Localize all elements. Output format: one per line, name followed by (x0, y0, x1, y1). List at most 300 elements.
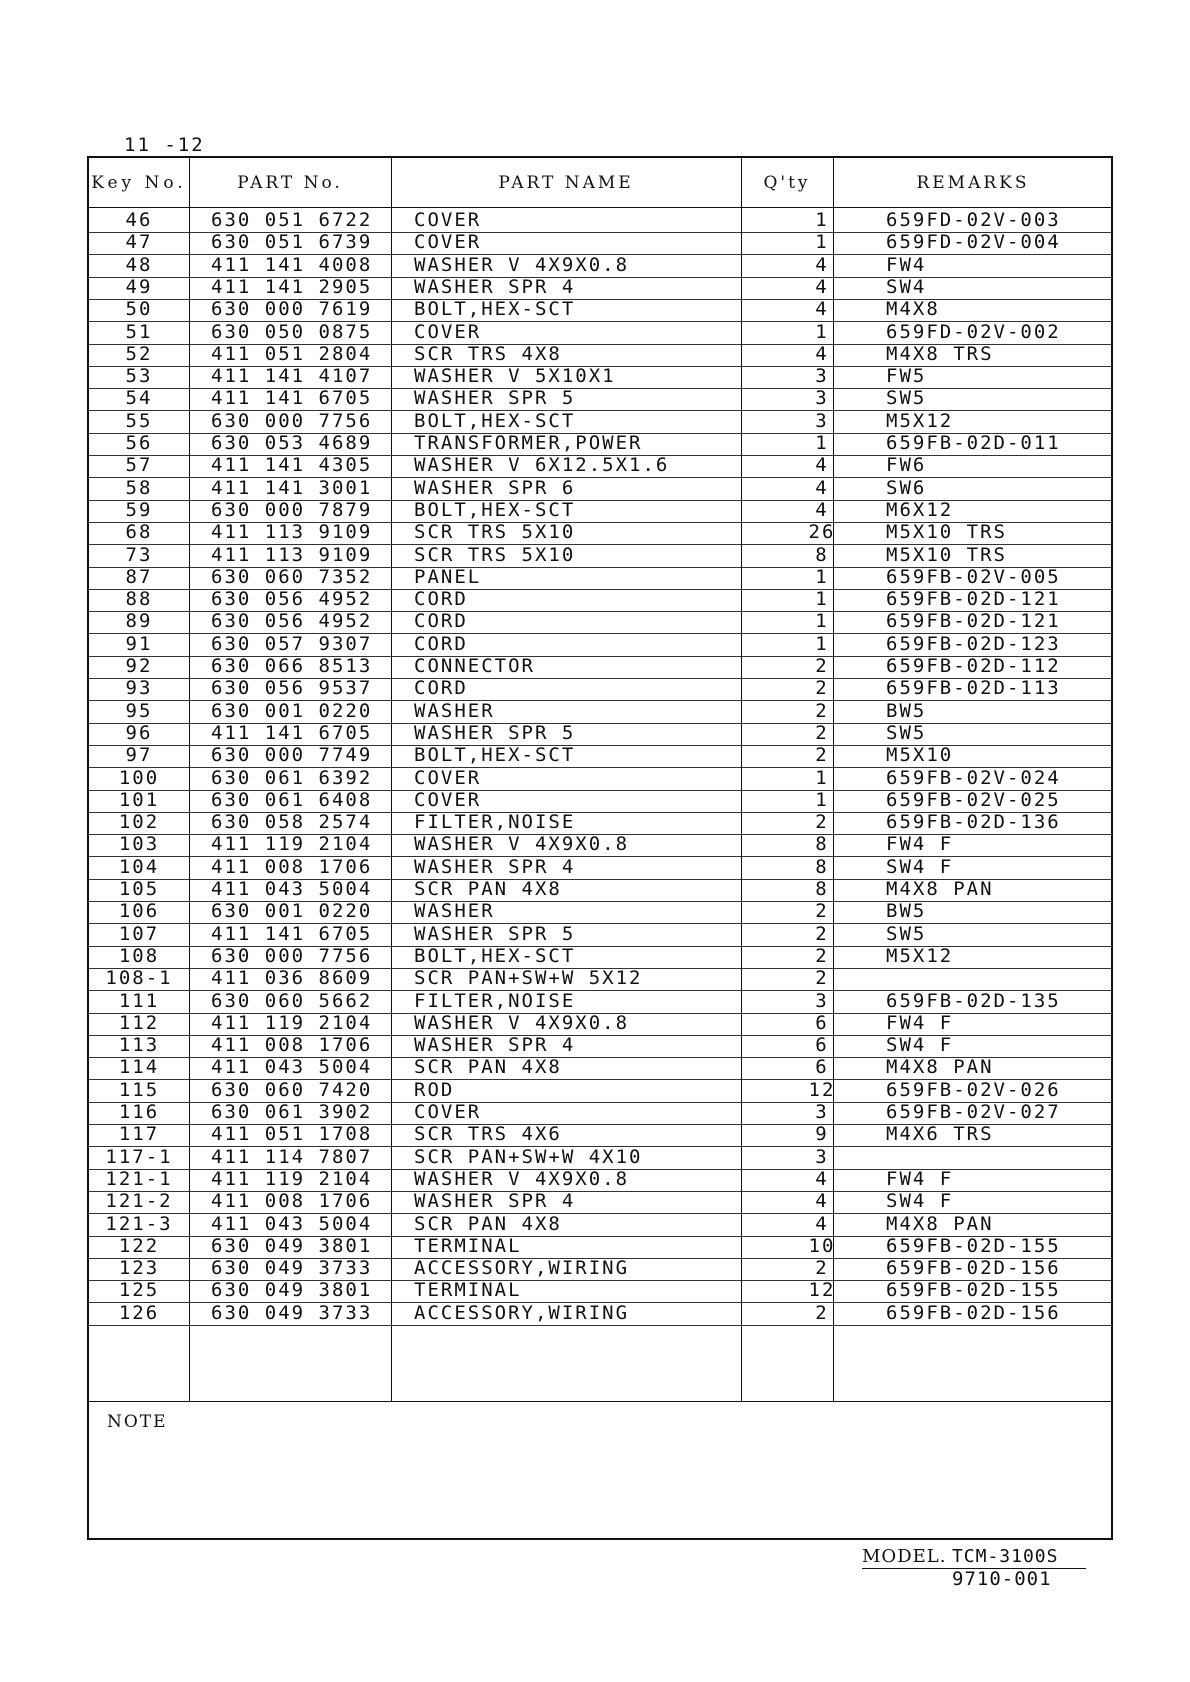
remarks-cell: M5X10 TRS (886, 543, 1007, 566)
part-no-cell: 630 000 7619 (211, 298, 373, 321)
table-row (89, 453, 1111, 478)
document-code: 9710-001 (952, 1568, 1052, 1590)
qty-cell: 1 (815, 610, 829, 633)
qty-cell: 2 (815, 744, 829, 767)
part-name-cell: SCR PAN+SW+W 4X10 (414, 1145, 643, 1168)
header-key-no: Key No. (91, 173, 187, 193)
remarks-cell: 659FD-02V-003 (886, 209, 1061, 231)
key-no-cell: 49 (125, 275, 153, 298)
remarks-cell: 659FB-02D-121 (886, 610, 1061, 633)
key-no-cell: 52 (125, 342, 153, 365)
key-no-cell: 111 (118, 989, 160, 1012)
remarks-cell: BW5 (886, 900, 927, 923)
qty-cell: 4 (815, 1190, 829, 1213)
part-name-cell: WASHER V 5X10X1 (414, 365, 616, 388)
remarks-cell: M5X10 TRS (886, 521, 1007, 544)
part-no-cell: 630 000 7756 (211, 944, 373, 967)
remarks-cell: 659FB-02D-011 (886, 432, 1061, 454)
part-name-cell: WASHER SPR 4 (414, 855, 576, 878)
qty-cell: 2 (815, 811, 829, 834)
remarks-cell: 659FB-02V-025 (886, 788, 1061, 811)
qty-cell: 8 (815, 833, 829, 856)
part-name-cell: COVER (414, 209, 482, 231)
qty-cell: 12 (808, 1078, 836, 1101)
table-row (89, 386, 1111, 411)
key-no-cell: 46 (125, 209, 153, 231)
header-part-no: PART No. (237, 173, 343, 193)
remarks-cell: M5X12 (886, 944, 954, 967)
table-row (89, 855, 1111, 880)
part-no-cell: 411 008 1706 (211, 1190, 373, 1213)
remarks-cell: M4X8 PAN (886, 878, 994, 900)
qty-cell: 8 (815, 543, 829, 566)
table-row (89, 944, 1111, 969)
part-no-cell: 411 008 1706 (211, 1034, 373, 1057)
part-no-cell: 411 114 7807 (211, 1145, 373, 1168)
part-no-cell: 630 057 9307 (211, 632, 373, 655)
part-name-cell: CORD (414, 632, 468, 655)
part-no-cell: 411 141 2905 (211, 275, 373, 298)
header-qty: Q'ty (763, 173, 811, 193)
part-name-cell: SCR TRS 4X6 (414, 1123, 562, 1146)
table-row (89, 1078, 1111, 1103)
qty-cell: 2 (815, 655, 829, 677)
part-no-cell: 411 036 8609 (211, 967, 373, 990)
part-no-cell: 630 049 3801 (211, 1279, 373, 1302)
part-no-cell: 630 056 4952 (211, 588, 373, 611)
key-no-cell: 53 (125, 365, 153, 388)
part-name-cell: ROD (414, 1078, 455, 1101)
table-row (89, 364, 1111, 389)
remarks-cell (886, 1145, 1106, 1169)
note-label: NOTE (107, 1412, 168, 1432)
table-row (89, 810, 1111, 835)
remarks-cell: 659FB-02D-121 (886, 588, 1061, 611)
qty-cell: 3 (815, 1145, 829, 1168)
table-row (89, 699, 1111, 724)
table-row (89, 409, 1111, 434)
part-no-cell: 411 141 6705 (211, 387, 373, 410)
part-name-cell: CORD (414, 588, 468, 611)
part-name-cell: WASHER (414, 900, 495, 923)
table-row (89, 476, 1111, 501)
remarks-cell: SW5 (886, 721, 927, 744)
qty-cell: 3 (815, 989, 829, 1012)
part-no-cell: 411 141 6705 (211, 922, 373, 945)
key-no-cell: 96 (125, 721, 153, 744)
part-no-cell: 630 051 6739 (211, 231, 373, 254)
remarks-cell: 659FB-02D-123 (886, 632, 1061, 655)
remarks-cell: FW4 (886, 253, 927, 276)
part-no-cell: 630 049 3733 (211, 1257, 373, 1280)
part-name-cell: BOLT,HEX-SCT (414, 409, 576, 432)
qty-cell: 9 (815, 1123, 829, 1146)
table-row (89, 1167, 1111, 1192)
qty-cell: 2 (815, 944, 829, 967)
remarks-cell: M5X12 (886, 409, 954, 432)
table-row (89, 1055, 1111, 1080)
key-no-cell: 115 (118, 1078, 160, 1101)
part-no-cell: 630 049 3801 (211, 1234, 373, 1257)
table-row (89, 899, 1111, 924)
key-no-cell: 47 (125, 231, 153, 254)
qty-cell: 1 (815, 588, 829, 611)
table-row (89, 230, 1111, 255)
qty-cell: 12 (808, 1279, 836, 1302)
qty-cell: 4 (815, 298, 829, 321)
key-no-cell: 89 (125, 610, 153, 633)
part-name-cell: PANEL (414, 565, 482, 588)
key-no-cell: 117-1 (105, 1145, 173, 1168)
key-no-cell: 56 (125, 432, 153, 454)
key-no-cell: 121-1 (105, 1167, 173, 1190)
qty-cell: 3 (815, 387, 829, 410)
table-row (89, 966, 1111, 991)
qty-cell: 8 (815, 855, 829, 878)
qty-cell: 1 (815, 632, 829, 655)
part-no-cell: 411 113 9109 (211, 543, 373, 566)
part-no-cell: 630 000 7749 (211, 744, 373, 767)
table-row (89, 654, 1111, 679)
qty-cell: 1 (815, 788, 829, 811)
page-number: 11 -12 (124, 134, 205, 156)
qty-cell: 1 (815, 432, 829, 454)
table-row (89, 766, 1111, 791)
table-row (89, 1278, 1111, 1303)
part-name-cell: TRANSFORMER,POWER (414, 432, 643, 454)
remarks-cell: FW4 F (886, 1011, 954, 1034)
key-no-cell: 57 (125, 454, 153, 477)
key-no-cell: 125 (118, 1279, 160, 1302)
key-no-cell: 87 (125, 565, 153, 588)
key-no-cell: 106 (118, 900, 160, 923)
remarks-cell: 659FB-02D-156 (886, 1257, 1061, 1280)
remarks-cell: 659FB-02D-135 (886, 989, 1061, 1012)
qty-cell: 4 (815, 454, 829, 477)
key-no-cell: 58 (125, 476, 153, 499)
key-no-cell: 108 (118, 944, 160, 967)
part-no-cell: 411 141 4008 (211, 253, 373, 276)
part-name-cell: SCR PAN 4X8 (414, 1212, 562, 1235)
qty-cell: 4 (815, 275, 829, 298)
remarks-cell: FW4 F (886, 1167, 954, 1190)
part-no-cell: 630 066 8513 (211, 655, 373, 677)
remarks-cell: M4X8 PAN (886, 1212, 994, 1235)
part-name-cell: COVER (414, 766, 482, 789)
key-no-cell: 112 (118, 1011, 160, 1034)
part-name-cell: WASHER SPR 5 (414, 721, 576, 744)
key-no-cell: 107 (118, 922, 160, 945)
part-name-cell: SCR PAN 4X8 (414, 1056, 562, 1079)
qty-cell: 1 (815, 565, 829, 588)
part-name-cell: WASHER (414, 699, 495, 722)
remarks-cell: M5X10 (886, 744, 954, 767)
part-no-cell: 630 000 7879 (211, 498, 373, 521)
remarks-cell: M4X8 TRS (886, 342, 994, 365)
table-row (89, 1189, 1111, 1214)
key-no-cell: 102 (118, 811, 160, 834)
key-no-cell: 50 (125, 298, 153, 321)
part-no-cell: 630 053 4689 (211, 432, 373, 454)
part-no-cell: 630 060 7352 (211, 565, 373, 588)
key-no-cell: 121-2 (105, 1190, 173, 1213)
key-no-cell: 101 (118, 788, 160, 811)
part-no-cell: 630 001 0220 (211, 900, 373, 923)
part-name-cell: TERMINAL (414, 1279, 522, 1302)
remarks-cell: 659FB-02D-136 (886, 811, 1061, 834)
part-name-cell: WASHER SPR 6 (414, 476, 576, 499)
key-no-cell: 68 (125, 521, 153, 544)
remarks-cell: 659FB-02D-113 (886, 677, 1061, 700)
key-no-cell: 103 (118, 833, 160, 856)
key-no-cell: 95 (125, 699, 153, 722)
part-name-cell: ACCESSORY,WIRING (414, 1257, 630, 1280)
part-no-cell: 411 051 1708 (211, 1123, 373, 1146)
remarks-cell: M6X12 (886, 498, 954, 521)
remarks-cell: 659FB-02V-027 (886, 1101, 1061, 1123)
part-no-cell: 630 061 6392 (211, 766, 373, 789)
part-name-cell: WASHER SPR 5 (414, 387, 576, 410)
table-row (89, 320, 1111, 345)
remarks-cell: FW6 (886, 454, 927, 477)
part-name-cell: WASHER SPR 4 (414, 275, 576, 298)
table-row (89, 1122, 1111, 1147)
remarks-cell: FW5 (886, 365, 927, 388)
part-name-cell: WASHER V 4X9X0.8 (414, 253, 630, 276)
part-no-cell: 411 119 2104 (211, 833, 373, 856)
part-name-cell: WASHER V 6X12.5X1.6 (414, 454, 670, 477)
part-no-cell: 411 008 1706 (211, 855, 373, 878)
key-no-cell: 93 (125, 677, 153, 700)
part-name-cell: FILTER,NOISE (414, 989, 576, 1012)
part-no-cell: 630 056 9537 (211, 677, 373, 700)
part-no-cell: 411 119 2104 (211, 1167, 373, 1190)
header-part-name: PART NAME (498, 173, 634, 193)
table-row (89, 609, 1111, 634)
part-name-cell: SCR PAN 4X8 (414, 878, 562, 900)
part-name-cell: CORD (414, 677, 468, 700)
part-no-cell: 411 043 5004 (211, 1056, 373, 1079)
part-name-cell: WASHER V 4X9X0.8 (414, 1011, 630, 1034)
qty-cell: 1 (815, 766, 829, 789)
key-no-cell: 48 (125, 253, 153, 276)
key-no-cell: 91 (125, 632, 153, 655)
key-no-cell: 114 (118, 1056, 160, 1079)
key-no-cell: 59 (125, 498, 153, 521)
part-no-cell: 411 141 6705 (211, 721, 373, 744)
part-name-cell: BOLT,HEX-SCT (414, 944, 576, 967)
qty-cell: 2 (815, 967, 829, 990)
part-no-cell: 630 051 6722 (211, 209, 373, 231)
part-no-cell: 630 058 2574 (211, 811, 373, 834)
remarks-cell: 659FB-02D-112 (886, 655, 1061, 677)
key-no-cell: 108-1 (105, 967, 173, 990)
remarks-cell: 659FD-02V-004 (886, 231, 1061, 254)
table-row (89, 520, 1111, 545)
part-name-cell: COVER (414, 788, 482, 811)
table-row (89, 253, 1111, 278)
qty-cell: 2 (815, 721, 829, 744)
table-row (89, 721, 1111, 746)
model-value: TCM-3100S (951, 1546, 1059, 1567)
part-no-cell: 630 050 0875 (211, 320, 373, 343)
qty-cell: 6 (815, 1034, 829, 1057)
table-row (89, 1234, 1111, 1259)
table-row (89, 342, 1111, 367)
part-name-cell: TERMINAL (414, 1234, 522, 1257)
table-row (89, 877, 1111, 902)
part-name-cell: SCR TRS 5X10 (414, 521, 576, 544)
qty-cell: 10 (808, 1234, 836, 1257)
remarks-cell: SW5 (886, 922, 927, 945)
part-no-cell: 630 061 3902 (211, 1101, 373, 1123)
part-name-cell: SCR TRS 4X8 (414, 342, 562, 365)
remarks-cell: SW6 (886, 476, 927, 499)
remarks-cell: 659FB-02V-026 (886, 1078, 1061, 1101)
key-no-cell: 113 (118, 1034, 160, 1057)
model-label: MODEL. (862, 1546, 947, 1567)
part-name-cell: FILTER,NOISE (414, 811, 576, 834)
key-no-cell: 123 (118, 1257, 160, 1280)
remarks-cell: 659FB-02D-155 (886, 1279, 1061, 1302)
part-no-cell: 411 113 9109 (211, 521, 373, 544)
table-row (89, 1100, 1111, 1125)
qty-cell: 1 (815, 231, 829, 254)
remarks-cell: M4X8 (886, 298, 940, 321)
remarks-cell: 659FD-02V-002 (886, 320, 1061, 343)
part-no-cell: 411 141 4305 (211, 454, 373, 477)
table-row (89, 431, 1111, 456)
key-no-cell: 116 (118, 1101, 160, 1123)
key-no-cell: 122 (118, 1234, 160, 1257)
key-no-cell: 105 (118, 878, 160, 900)
table-row (89, 587, 1111, 612)
qty-cell: 4 (815, 476, 829, 499)
qty-cell: 2 (815, 677, 829, 700)
remarks-cell: BW5 (886, 699, 927, 722)
remarks-cell: 659FB-02D-156 (886, 1301, 1061, 1324)
key-no-cell: 54 (125, 387, 153, 410)
table-row (89, 275, 1111, 300)
table-row (89, 565, 1111, 590)
part-no-cell: 411 043 5004 (211, 1212, 373, 1235)
part-name-cell: SCR PAN+SW+W 5X12 (414, 967, 643, 990)
part-name-cell: COVER (414, 320, 482, 343)
remarks-cell: SW4 (886, 275, 927, 298)
key-no-cell: 117 (118, 1123, 160, 1146)
key-no-cell: 121-3 (105, 1212, 173, 1235)
remarks-cell: 659FB-02D-155 (886, 1234, 1061, 1257)
parts-list-table (87, 156, 1113, 1540)
part-no-cell: 630 060 7420 (211, 1078, 373, 1101)
table-row (89, 498, 1111, 523)
table-row (89, 1301, 1111, 1326)
part-no-cell: 630 056 4952 (211, 610, 373, 633)
remarks-cell: SW4 F (886, 1034, 954, 1057)
qty-cell: 6 (815, 1011, 829, 1034)
remarks-cell: M4X6 TRS (886, 1123, 994, 1146)
part-no-cell: 630 060 5662 (211, 989, 373, 1012)
part-no-cell: 411 141 3001 (211, 476, 373, 499)
part-name-cell: CORD (414, 610, 468, 633)
table-bottom-divider (89, 1401, 1111, 1402)
model-line (862, 1546, 1086, 1569)
part-name-cell: BOLT,HEX-SCT (414, 744, 576, 767)
qty-cell: 1 (815, 320, 829, 343)
part-no-cell: 411 043 5004 (211, 878, 373, 900)
table-row (89, 1212, 1111, 1237)
remarks-cell: SW4 F (886, 855, 954, 878)
part-no-cell: 630 049 3733 (211, 1301, 373, 1324)
qty-cell: 26 (808, 521, 836, 544)
qty-cell: 3 (815, 409, 829, 432)
part-name-cell: WASHER SPR 5 (414, 922, 576, 945)
part-name-cell: COVER (414, 1101, 482, 1123)
part-name-cell: WASHER V 4X9X0.8 (414, 1167, 630, 1190)
part-name-cell: CONNECTOR (414, 655, 535, 677)
key-no-cell: 104 (118, 855, 160, 878)
key-no-cell: 92 (125, 655, 153, 677)
part-no-cell: 411 051 2804 (211, 342, 373, 365)
qty-cell: 3 (815, 365, 829, 388)
key-no-cell: 88 (125, 588, 153, 611)
key-no-cell: 51 (125, 320, 153, 343)
table-row (89, 922, 1111, 947)
qty-cell: 2 (815, 1301, 829, 1324)
table-row (89, 989, 1111, 1014)
qty-cell: 2 (815, 1257, 829, 1280)
part-name-cell: WASHER SPR 4 (414, 1034, 576, 1057)
remarks-cell: M4X8 PAN (886, 1056, 994, 1079)
part-no-cell: 630 000 7756 (211, 409, 373, 432)
table-row (89, 1145, 1111, 1170)
qty-cell: 4 (815, 342, 829, 365)
key-no-cell: 73 (125, 543, 153, 566)
part-name-cell: ACCESSORY,WIRING (414, 1301, 630, 1324)
key-no-cell: 126 (118, 1301, 160, 1324)
table-row (89, 208, 1111, 233)
remarks-cell: SW5 (886, 387, 927, 410)
qty-cell: 4 (815, 253, 829, 276)
remarks-cell: FW4 F (886, 833, 954, 856)
part-no-cell: 411 119 2104 (211, 1011, 373, 1034)
part-name-cell: WASHER V 4X9X0.8 (414, 833, 630, 856)
part-no-cell: 630 001 0220 (211, 699, 373, 722)
table-row (89, 632, 1111, 657)
table-row (89, 1033, 1111, 1058)
table-row (89, 297, 1111, 322)
part-name-cell: BOLT,HEX-SCT (414, 498, 576, 521)
table-row (89, 832, 1111, 857)
qty-cell: 6 (815, 1056, 829, 1079)
table-row (89, 1256, 1111, 1281)
remarks-cell: 659FB-02V-024 (886, 766, 1061, 789)
table-row (89, 543, 1111, 568)
qty-cell: 2 (815, 699, 829, 722)
part-name-cell: WASHER SPR 4 (414, 1190, 576, 1213)
key-no-cell: 55 (125, 409, 153, 432)
qty-cell: 8 (815, 878, 829, 900)
qty-cell: 2 (815, 922, 829, 945)
key-no-cell: 100 (118, 766, 160, 789)
qty-cell: 4 (815, 1167, 829, 1190)
remarks-cell: 659FB-02V-005 (886, 565, 1061, 588)
header-remarks: REMARKS (916, 173, 1030, 193)
part-no-cell: 630 061 6408 (211, 788, 373, 811)
qty-cell: 3 (815, 1101, 829, 1123)
remarks-cell: SW4 F (886, 1190, 954, 1213)
qty-cell: 4 (815, 1212, 829, 1235)
